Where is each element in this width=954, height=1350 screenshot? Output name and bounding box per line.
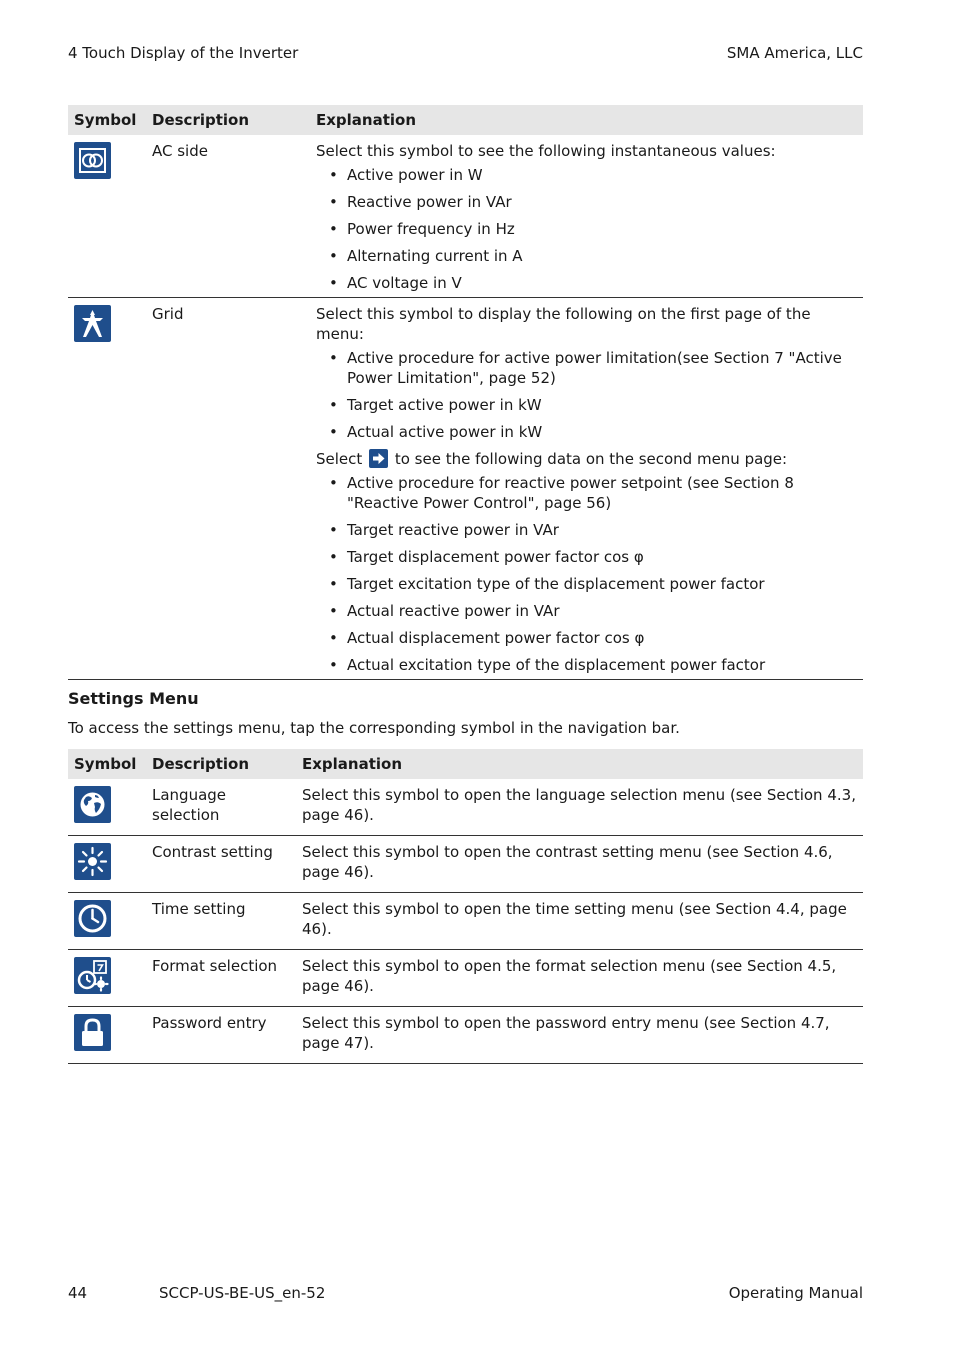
running-header-right: SMA America, LLC — [726, 44, 863, 62]
arrow-right-icon — [369, 449, 388, 468]
column-header-description: Description — [146, 105, 310, 135]
document-id: SCCP-US-BE-US_en-52 — [159, 1284, 326, 1302]
list-item: • Actual excitation type of the displacement power factor — [316, 655, 857, 675]
description-cell: Grid — [146, 298, 310, 680]
explanation-intro: Select this symbol to see the following instantaneous values: — [316, 142, 776, 160]
list-item: • Actual reactive power in VAr — [316, 601, 857, 621]
table-row — [68, 836, 863, 893]
format-settings-icon — [74, 957, 111, 994]
table-row — [68, 298, 863, 680]
list-item: • Actual active power in kW — [316, 422, 857, 442]
description-cell: Time setting — [146, 893, 296, 950]
description-cell: Password entry — [146, 1007, 296, 1064]
running-footer-right: Operating Manual — [728, 1284, 863, 1302]
ac-side-icon — [74, 142, 111, 179]
explanation-cell: Select this symbol to open the password entry menu (see Section 4.7, page 47). — [296, 1007, 863, 1064]
bullet-list — [316, 348, 857, 442]
list-item: • Target displacement power factor cos φ — [316, 547, 857, 567]
bullet-list — [316, 473, 857, 675]
list-item: • AC voltage in V — [316, 273, 857, 293]
explanation-cell: Select this symbol to open the time setting menu (see Section 4.4, page 46). — [296, 893, 863, 950]
explanation-cell — [310, 298, 863, 680]
description-cell: AC side — [146, 135, 310, 298]
column-header-explanation: Explanation — [296, 749, 863, 779]
table-header-row — [68, 749, 863, 779]
column-header-symbol: Symbol — [68, 105, 146, 135]
description-cell: Format selection — [146, 950, 296, 1007]
explanation-cell — [310, 135, 863, 298]
list-item: • Target excitation type of the displacement power factor — [316, 574, 857, 594]
padlock-icon — [74, 1014, 111, 1051]
symbol-cell — [68, 836, 146, 893]
explanation-cell: Select this symbol to open the contrast setting menu (see Section 4.6, page 46). — [296, 836, 863, 893]
symbol-table-settings-menu — [68, 749, 863, 1064]
symbol-cell — [68, 950, 146, 1007]
list-item: • Alternating current in A — [316, 246, 857, 266]
list-item: • Active procedure for active power limitation(see Section 7 "Active Power Limitation", page 52) — [316, 348, 857, 388]
description-cell: Contrast setting — [146, 836, 296, 893]
explanation-intro: Select this symbol to display the following on the first page of the menu: — [316, 305, 811, 343]
symbol-cell — [68, 779, 146, 836]
section-title: Settings Menu — [68, 689, 199, 708]
list-item: • Active power in W — [316, 165, 857, 185]
table-row — [68, 893, 863, 950]
column-header-description: Description — [146, 749, 296, 779]
list-item: • Target reactive power in VAr — [316, 520, 857, 540]
list-item: • Active procedure for reactive power setpoint (see Section 8 "Reactive Power Control", page 56) — [316, 473, 857, 513]
description-cell: Language selection — [146, 779, 296, 836]
explanation-cell: Select this symbol to open the language selection menu (see Section 4.3, page 46). — [296, 779, 863, 836]
table-row — [68, 135, 863, 298]
select-word: Select — [316, 450, 363, 468]
table-row — [68, 779, 863, 836]
table-row — [68, 1007, 863, 1064]
list-item: • Actual displacement power factor cos φ — [316, 628, 857, 648]
symbol-cell — [68, 135, 146, 298]
list-item: • Target active power in kW — [316, 395, 857, 415]
section-intro: To access the settings menu, tap the corresponding symbol in the navigation bar. — [68, 719, 680, 737]
table-row — [68, 950, 863, 1007]
table-header-row — [68, 105, 863, 135]
list-item: • Power frequency in Hz — [316, 219, 857, 239]
symbol-cell — [68, 893, 146, 950]
grid-pylon-icon — [74, 305, 111, 342]
clock-icon — [74, 900, 111, 937]
column-header-symbol: Symbol — [68, 749, 146, 779]
sun-contrast-icon — [74, 843, 111, 880]
symbol-cell — [68, 1007, 146, 1064]
list-item: • Reactive power in VAr — [316, 192, 857, 212]
symbol-table-main-menu — [68, 105, 863, 680]
symbol-cell — [68, 298, 146, 680]
bullet-list — [316, 165, 857, 293]
column-header-explanation: Explanation — [310, 105, 863, 135]
explanation-cell: Select this symbol to open the format selection menu (see Section 4.5, page 46). — [296, 950, 863, 1007]
second-page-text: to see the following data on the second menu page: — [394, 450, 788, 468]
globe-icon — [74, 786, 111, 823]
explanation-second-page-intro — [316, 449, 857, 469]
page-number: 44 — [68, 1284, 88, 1302]
running-header-left: 4 Touch Display of the Inverter — [68, 44, 299, 62]
